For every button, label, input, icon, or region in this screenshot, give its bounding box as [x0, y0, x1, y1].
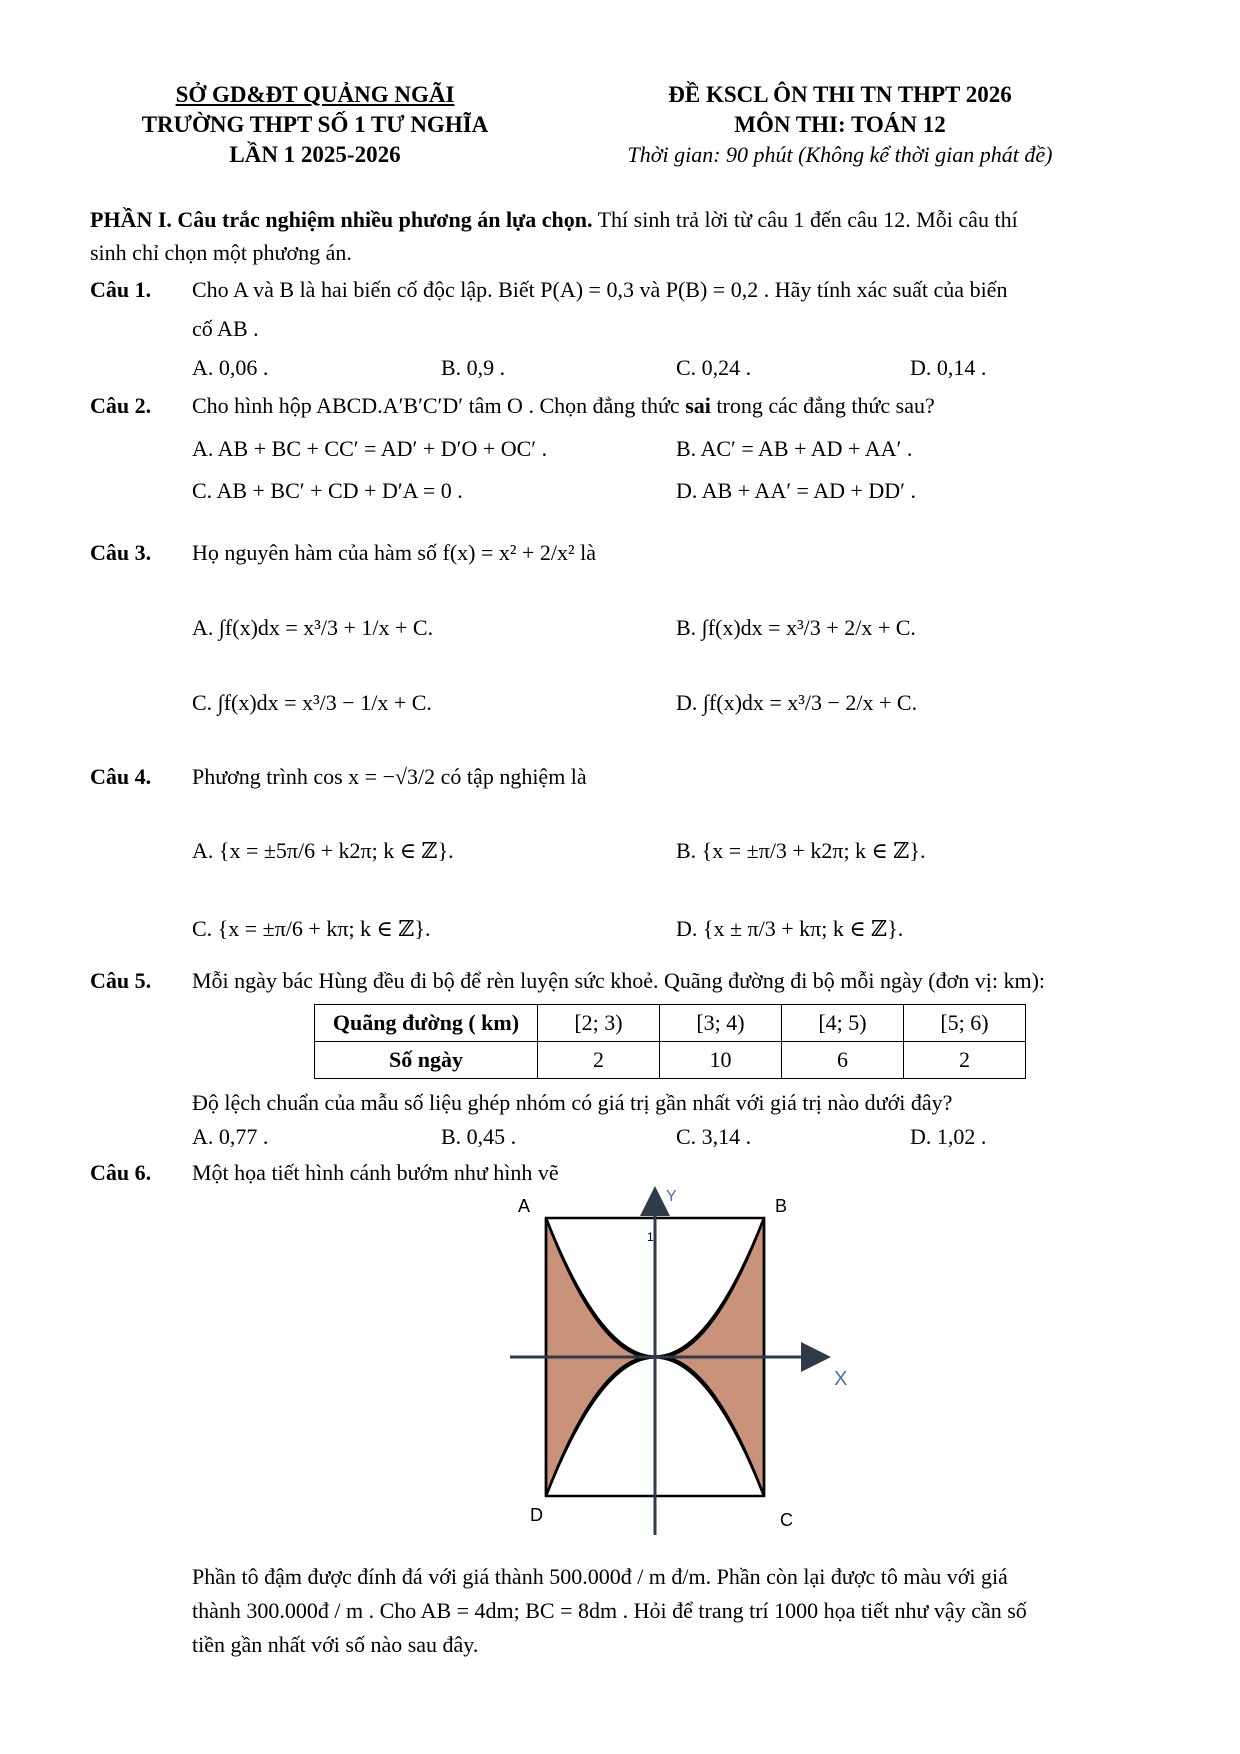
- table-row: [315, 1042, 1026, 1079]
- q3-text: Họ nguyên hàm của hàm số f(x) = x² + 2/x² là: [192, 540, 596, 565]
- part1-intro-line2: sinh chỉ chọn một phương án.: [90, 240, 352, 265]
- q5-option-d: D. 1,02 .: [910, 1124, 987, 1149]
- q6-paragraph-line1: Phần tô đậm được đính đá với giá thành 500.000đ / m đ/m. Phần còn lại được tô màu với giá: [192, 1564, 1008, 1589]
- point-c-label: C: [780, 1510, 793, 1530]
- table-count: 6: [782, 1042, 904, 1079]
- q2-text-a: Cho hình hộp ABCD.A′B′C′D′ tâm O . Chọn đẳng thức: [192, 393, 680, 418]
- part1-intro-a: Thí sinh trả lời từ câu 1 đến câu 12. Mỗi câu thí: [592, 207, 1018, 232]
- q4-option-a: A. {x = ±5π/6 + k2π; k ∈ ℤ}.: [192, 838, 454, 863]
- table-interval: [3; 4): [660, 1005, 782, 1042]
- q1-option-d: D. 0,14 .: [910, 355, 987, 380]
- q5-option-a: A. 0,77 .: [192, 1124, 269, 1149]
- q5-question: Độ lệch chuẩn của mẫu số liệu ghép nhóm có giá trị gần nhất với giá trị nào dưới đây?: [192, 1090, 953, 1115]
- butterfly-figure: [500, 1185, 870, 1535]
- q6-paragraph-line2: thành 300.000đ / m . Cho AB = 4dm; BC = 8dm . Hỏi để trang trí 1000 họa tiết như vậy cần số: [192, 1598, 1027, 1623]
- q3-option-a: A. ∫f(x)dx = x³/3 + 1/x + C.: [192, 615, 434, 640]
- q1-text-line2: cố AB .: [192, 316, 259, 341]
- q6-paragraph-line3: tiền gần nhất với số nào sau đây.: [192, 1632, 479, 1657]
- q6-text: Một họa tiết hình cánh bướm như hình vẽ: [192, 1160, 559, 1185]
- q2-option-b: B. AC′ = AB + AD + AA′ .: [676, 436, 913, 461]
- q3-option-c: C. ∫f(x)dx = x³/3 − 1/x + C.: [192, 690, 432, 715]
- table-interval: [5; 6): [904, 1005, 1026, 1042]
- q5-text: Mỗi ngày bác Hùng đều đi bộ để rèn luyện sức khoẻ. Quãng đường đi bộ mỗi ngày (đơn vị: km):: [192, 968, 1046, 993]
- q5-option-c: C. 3,14 .: [676, 1124, 752, 1149]
- q3-label: Câu 3.: [90, 540, 152, 565]
- table-header-days: Số ngày: [315, 1042, 538, 1079]
- part1-intro-line1: [90, 207, 1018, 233]
- q6-label: Câu 6.: [90, 1160, 152, 1185]
- q3-option-b: B. ∫f(x)dx = x³/3 + 2/x + C.: [676, 615, 916, 640]
- y-tick-label: 1: [647, 1230, 654, 1244]
- q5-option-b: B. 0,45 .: [441, 1124, 517, 1149]
- q2-text-b: trong các đẳng thức sau?: [710, 393, 935, 418]
- exam-title: ĐỀ KSCL ÔN THI TN THPT 2026: [668, 82, 1012, 107]
- x-axis-label: X: [834, 1368, 848, 1390]
- part1-title: PHẦN I. Câu trắc nghiệm nhiều phương án lựa chọn.: [90, 207, 593, 232]
- exam-subject: MÔN THI: TOÁN 12: [734, 112, 946, 137]
- q1-text-line1: Cho A và B là hai biến cố độc lập. Biết P(A) = 0,3 và P(B) = 0,2 . Hãy tính xác suất của biến: [192, 277, 1008, 302]
- exam-round: LẦN 1 2025-2026: [229, 142, 401, 167]
- q4-text: Phương trình cos x = −√3/2 có tập nghiệm là: [192, 764, 587, 789]
- q1-option-b: B. 0,9 .: [441, 355, 506, 380]
- table-row: [315, 1005, 1026, 1042]
- school-department: SỞ GD&ĐT QUẢNG NGÃI: [175, 82, 455, 107]
- table-interval: [2; 3): [538, 1005, 660, 1042]
- point-b-label: B: [775, 1196, 788, 1216]
- point-d-label: D: [530, 1505, 543, 1525]
- table-header-distance: Quãng đường ( km): [315, 1005, 538, 1042]
- q2-label: Câu 2.: [90, 393, 152, 418]
- table-interval: [4; 5): [782, 1005, 904, 1042]
- q4-option-c: C. {x = ±π/6 + kπ; k ∈ ℤ}.: [192, 916, 431, 941]
- q1-option-a: A. 0,06 .: [192, 355, 269, 380]
- q1-option-c: C. 0,24 .: [676, 355, 752, 380]
- y-axis-label: Y: [666, 1188, 677, 1205]
- q4-option-d: D. {x ± π/3 + kπ; k ∈ ℤ}.: [676, 916, 904, 941]
- q5-frequency-table: [314, 1004, 1026, 1079]
- q2-text: [192, 393, 935, 419]
- table-count: 2: [538, 1042, 660, 1079]
- q5-label: Câu 5.: [90, 968, 152, 993]
- table-count: 10: [660, 1042, 782, 1079]
- exam-duration: Thời gian: 90 phút (Không kể thời gian phát đề): [627, 142, 1053, 167]
- q1-label: Câu 1.: [90, 277, 152, 302]
- q4-option-b: B. {x = ±π/3 + k2π; k ∈ ℤ}.: [676, 838, 926, 863]
- q2-option-d: D. AB + AA′ = AD + DD′ .: [676, 478, 916, 503]
- q3-option-d: D. ∫f(x)dx = x³/3 − 2/x + C.: [676, 690, 918, 715]
- table-count: 2: [904, 1042, 1026, 1079]
- q2-option-c: C. AB + BC′ + CD + D′A = 0 .: [192, 478, 463, 503]
- school-name: TRƯỜNG THPT SỐ 1 TƯ NGHĨA: [141, 112, 489, 137]
- point-a-label: A: [518, 1196, 531, 1216]
- q2-text-bold: sai: [679, 393, 711, 418]
- q2-option-a: A. AB + BC + CC′ = AD′ + D′O + OC′ .: [192, 436, 548, 461]
- q4-label: Câu 4.: [90, 764, 152, 789]
